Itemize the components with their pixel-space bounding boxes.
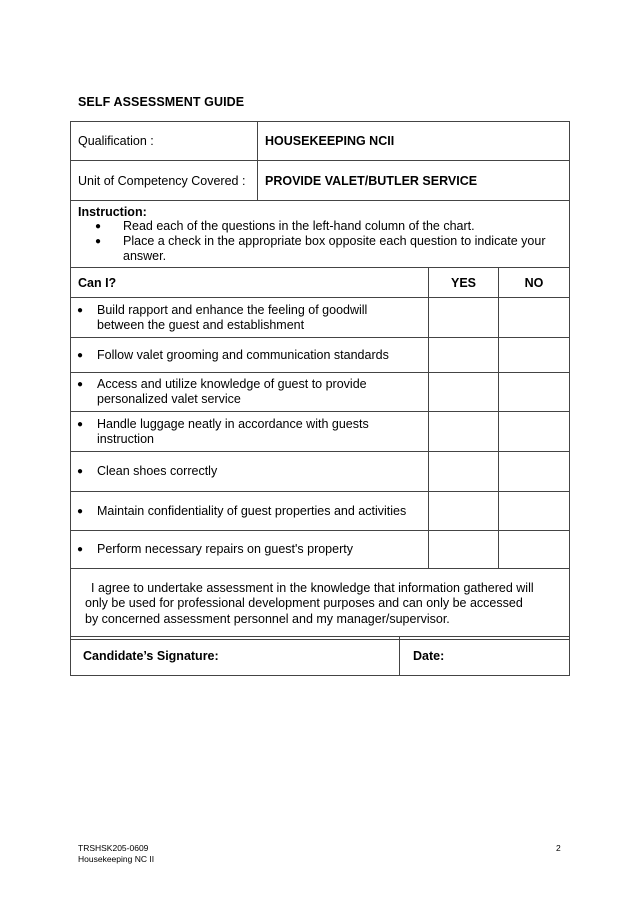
yes-checkbox[interactable] xyxy=(429,373,499,412)
bullet-icon: ● xyxy=(77,418,84,430)
question-line: between the guest and establishment xyxy=(97,317,305,332)
table-row xyxy=(71,412,570,452)
instruction-text: Read each of the questions in the left-hand column of the chart. xyxy=(123,219,475,233)
yes-checkbox[interactable] xyxy=(429,492,499,531)
qualification-value: HOUSEKEEPING NCII xyxy=(258,122,570,161)
instruction-item xyxy=(78,234,562,264)
signature-table xyxy=(70,636,570,676)
footer-code: TRSHSK205-0609 xyxy=(78,843,149,853)
bullet-icon: ● xyxy=(77,304,84,316)
question-line: Maintain confidentiality of guest properties and activities xyxy=(97,503,407,518)
no-checkbox[interactable] xyxy=(499,298,570,338)
column-header-row xyxy=(71,268,570,298)
competency-label: Unit of Competency Covered : xyxy=(71,161,258,201)
instruction-item xyxy=(78,219,562,234)
question-line: Build rapport and enhance the feeling of goodwill xyxy=(97,302,368,317)
question-line: personalized valet service xyxy=(97,392,241,406)
question-cell xyxy=(71,298,429,338)
question-line: Access and utilize knowledge of guest to provide xyxy=(97,377,367,391)
yes-checkbox[interactable] xyxy=(429,298,499,338)
question-cell xyxy=(71,373,429,412)
yes-checkbox[interactable] xyxy=(429,412,499,452)
footer xyxy=(78,843,154,865)
agreement-line: by concerned assessment personnel and my manager/supervisor. xyxy=(85,611,450,626)
table-row xyxy=(71,373,570,412)
table-row xyxy=(71,298,570,338)
question-cell xyxy=(71,531,429,569)
instruction-list xyxy=(78,219,562,264)
question-line: Perform necessary repairs on guest's property xyxy=(97,542,353,556)
assessment-table xyxy=(70,200,570,640)
question-cell xyxy=(71,338,429,373)
question-line: Follow valet grooming and communication standards xyxy=(97,347,389,362)
date-field[interactable]: Date: xyxy=(400,637,570,676)
page-number: 2 xyxy=(556,843,561,853)
yes-checkbox[interactable] xyxy=(429,452,499,492)
page-title: SELF ASSESSMENT GUIDE xyxy=(78,95,245,109)
competency-value: PROVIDE VALET/BUTLER SERVICE xyxy=(258,161,570,201)
agreement-statement xyxy=(71,569,570,640)
bullet-icon: ● xyxy=(77,544,84,555)
question-line: Handle luggage neatly in accordance with guests xyxy=(97,416,369,431)
column-header-yes: YES xyxy=(429,268,499,298)
instruction-cell xyxy=(71,201,570,268)
competency-row xyxy=(71,161,570,201)
yes-checkbox[interactable] xyxy=(429,338,499,373)
bullet-icon: ● xyxy=(95,221,102,232)
no-checkbox[interactable] xyxy=(499,492,570,531)
qualification-label: Qualification : xyxy=(71,122,258,161)
agreement-line: only be used for professional development purposes and can only be accessed xyxy=(85,596,523,611)
question-line: instruction xyxy=(97,431,154,446)
agreement-line: I agree to undertake assessment in the knowledge that information gathered will xyxy=(91,580,534,595)
bullet-icon: ● xyxy=(95,236,102,247)
qualification-table xyxy=(70,121,570,201)
instruction-title: Instruction: xyxy=(78,205,147,219)
signature-row xyxy=(71,637,570,676)
yes-checkbox[interactable] xyxy=(429,531,499,569)
table-row xyxy=(71,452,570,492)
bullet-icon: ● xyxy=(77,466,84,477)
footer-title: Housekeeping NC II xyxy=(78,854,155,864)
no-checkbox[interactable] xyxy=(499,452,570,492)
instruction-text: Place a check in the appropriate box opposite each question to indicate your answer. xyxy=(123,234,546,263)
qualification-row xyxy=(71,122,570,161)
table-row xyxy=(71,531,570,569)
column-header-no: NO xyxy=(499,268,570,298)
bullet-icon: ● xyxy=(77,505,84,517)
no-checkbox[interactable] xyxy=(499,373,570,412)
no-checkbox[interactable] xyxy=(499,412,570,452)
question-cell xyxy=(71,492,429,531)
bullet-icon: ● xyxy=(77,349,84,361)
table-row xyxy=(71,338,570,373)
instruction-row xyxy=(71,201,570,268)
table-row xyxy=(71,492,570,531)
column-header-question: Can I? xyxy=(71,268,429,298)
question-cell xyxy=(71,412,429,452)
candidate-signature-field[interactable]: Candidate’s Signature: xyxy=(71,637,400,676)
bullet-icon: ● xyxy=(77,379,84,390)
agreement-row xyxy=(71,569,570,640)
no-checkbox[interactable] xyxy=(499,531,570,569)
no-checkbox[interactable] xyxy=(499,338,570,373)
question-cell xyxy=(71,452,429,492)
question-line: Clean shoes correctly xyxy=(97,464,218,478)
